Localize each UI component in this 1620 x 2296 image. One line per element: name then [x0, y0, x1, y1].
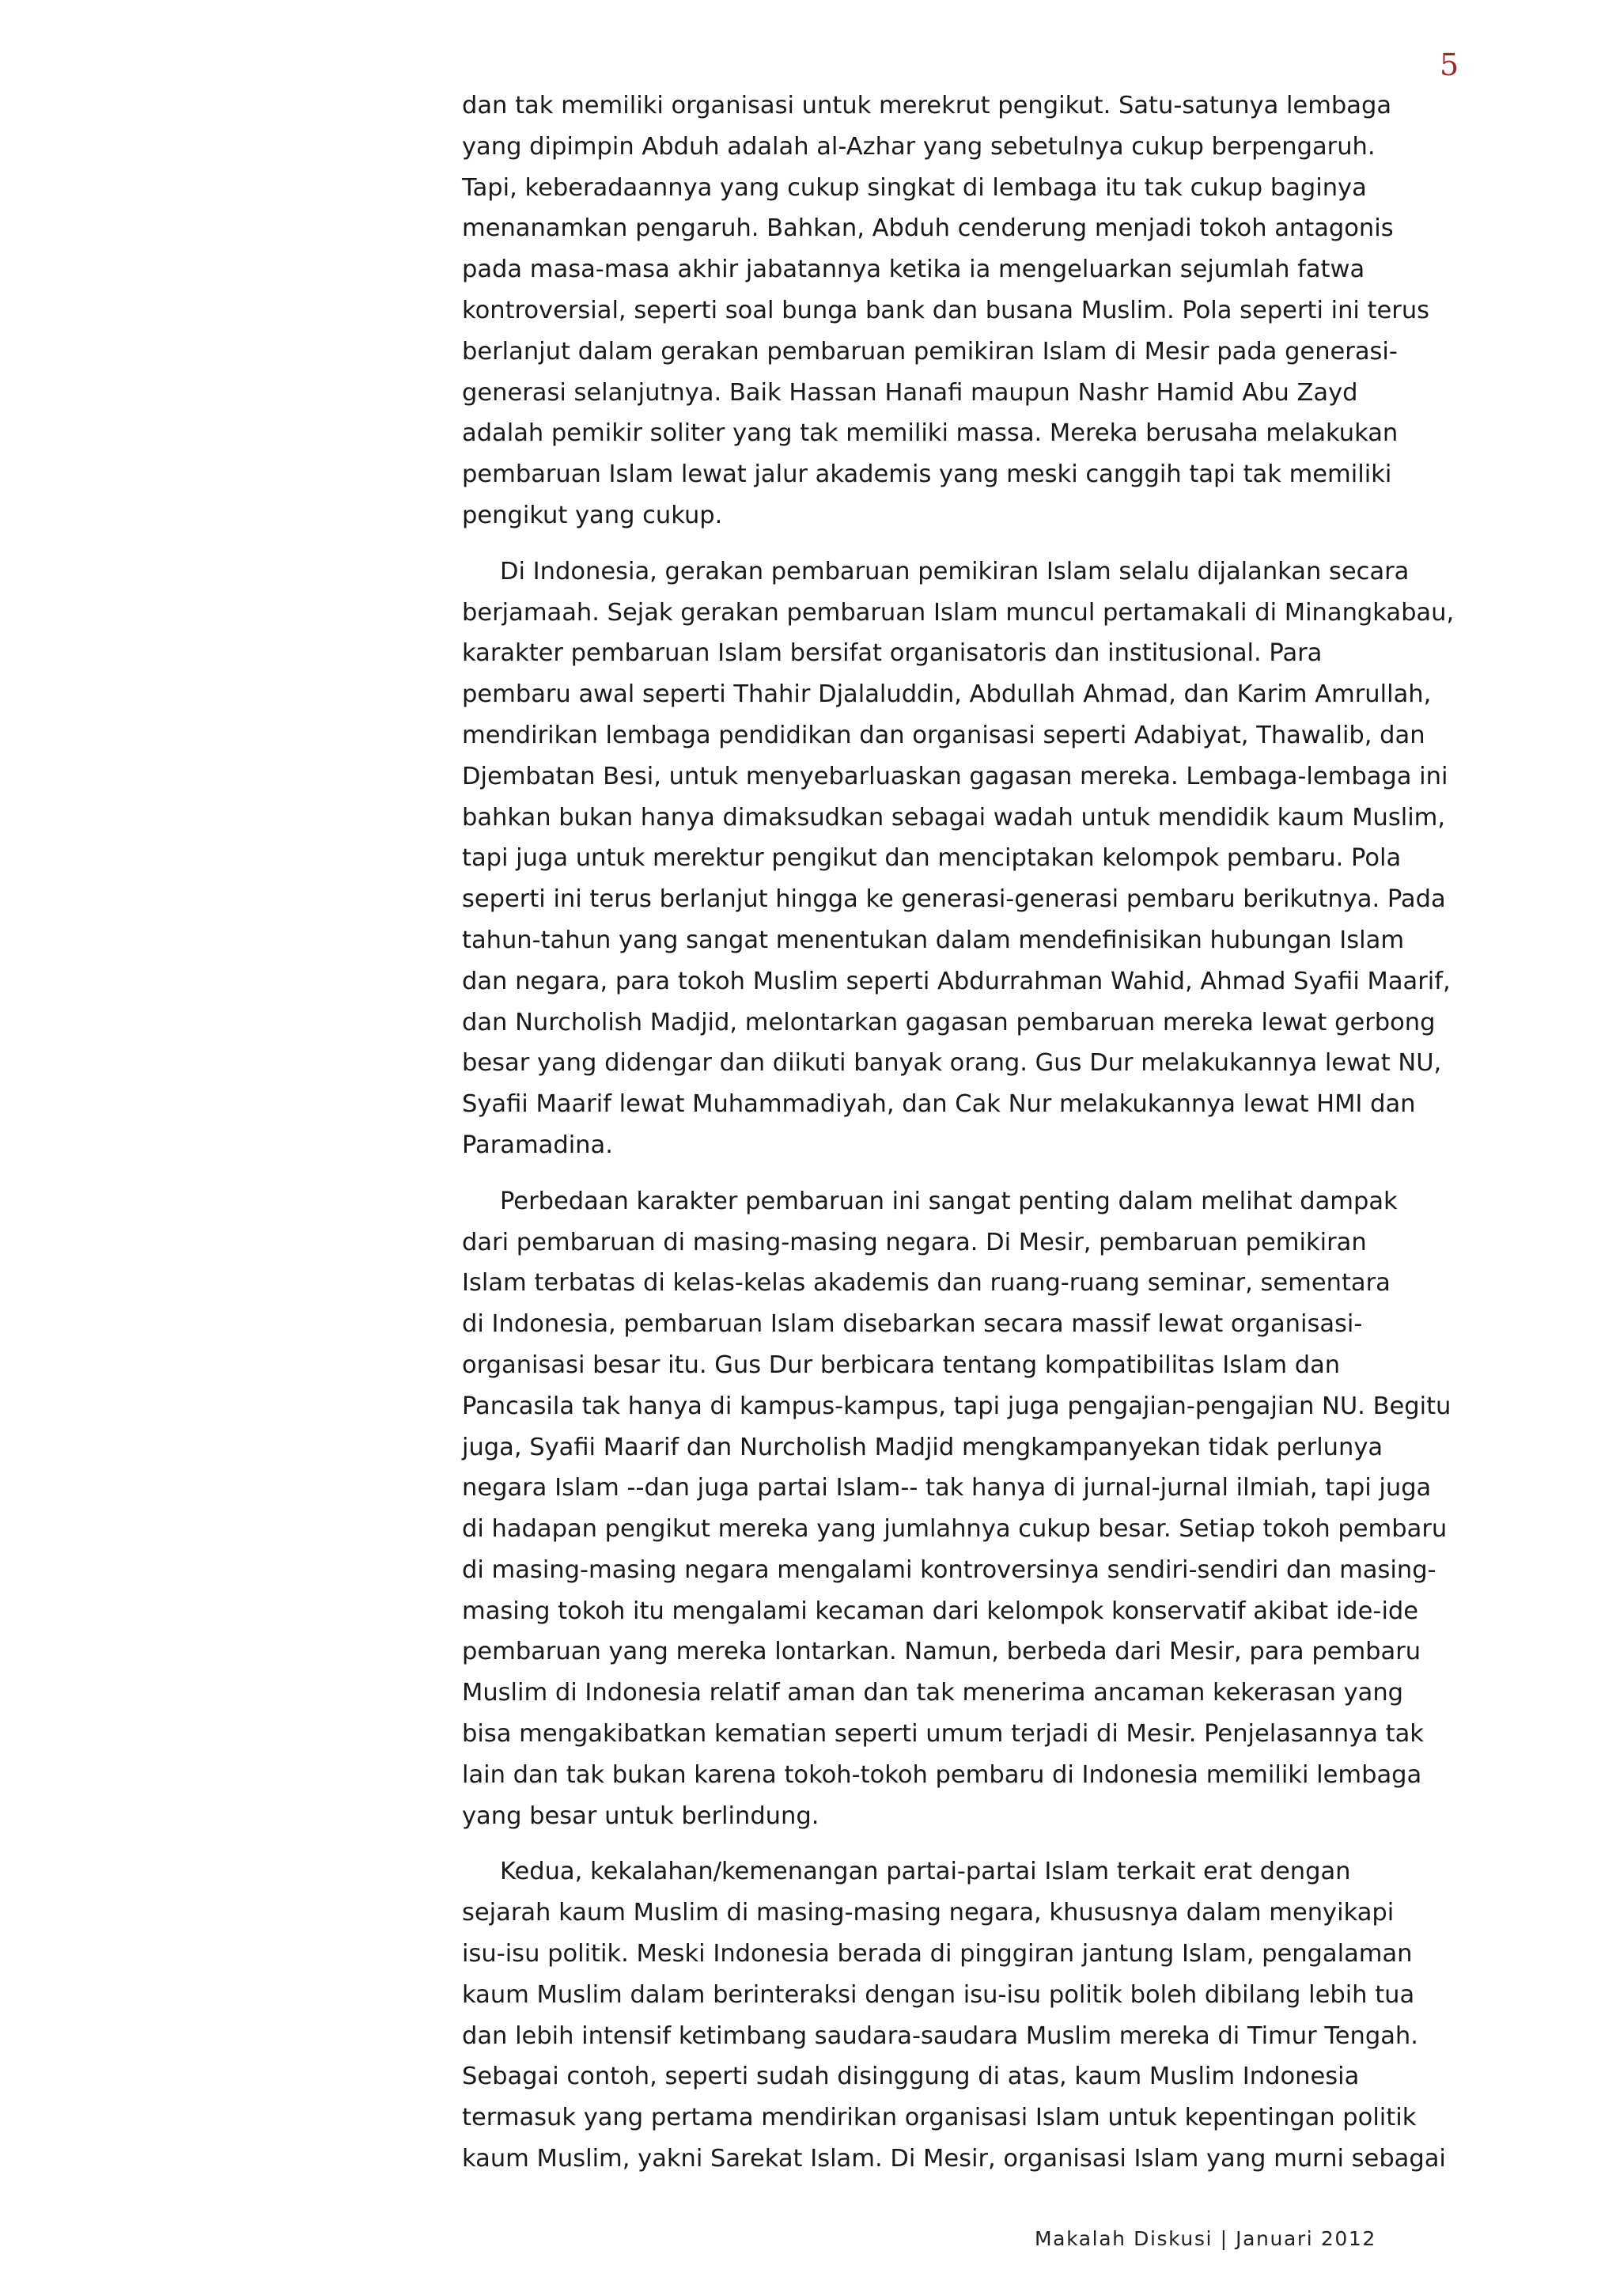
text-line: dan lebih intensif ketimbang saudara-saudara Muslim mereka di Timur Tengah.	[462, 2021, 1418, 2050]
text-line: dari pembaruan di masing-masing negara. Di Mesir, pembaruan pemikiran	[462, 1228, 1367, 1256]
text-line: di hadapan pengikut mereka yang jumlahnya cukup besar. Setiap tokoh pembaru	[462, 1515, 1448, 1544]
text-line: pembaru awal seperti Thahir Djalaluddin, Abdullah Ahmad, dan Karim Amrullah,	[462, 680, 1432, 709]
text-line: juga, Syafii Maarif dan Nurcholish Madjid mengkampanyekan tidak perlunya	[462, 1433, 1383, 1461]
text-line: termasuk yang pertama mendirikan organisasi Islam untuk kepentingan politik	[462, 2104, 1417, 2132]
text-line: kaum Muslim dalam berinteraksi dengan isu-isu politik boleh dibilang lebih tua	[462, 1980, 1415, 2009]
text-line: seperti ini terus berlanjut hingga ke generasi-generasi pembaru berikutnya. Pada	[462, 885, 1446, 914]
text-line: bahkan bukan hanya dimaksudkan sebagai wadah untuk mendidik kaum Muslim,	[462, 803, 1446, 832]
text-line: Sebagai contoh, seperti sudah disinggung di atas, kaum Muslim Indonesia	[462, 2063, 1360, 2091]
text-line: Kedua, kekalahan/kemenangan partai-partai Islam terkait erat dengan	[500, 1858, 1351, 1886]
text-line: bisa mengakibatkan kematian seperti umum terjadi di Mesir. Penjelasannya tak	[462, 1720, 1424, 1749]
text-line: tapi juga untuk merektur pengikut dan menciptakan kelompok pembaru. Pola	[462, 844, 1402, 873]
text-line: tahun-tahun yang sangat menentukan dalam mendefinisikan hubungan Islam	[462, 926, 1405, 954]
text-line: Di Indonesia, gerakan pembaruan pemikiran Islam selalu dijalankan secara	[500, 557, 1410, 585]
page-footer: Makalah Diskusi | Januari 2012	[1035, 2227, 1376, 2250]
paragraph-1	[462, 85, 1522, 536]
text-line: lain dan tak bukan karena tokoh-tokoh pembaru di Indonesia memiliki lembaga	[462, 1760, 1422, 1789]
text-line: Paramadina.	[462, 1131, 613, 1159]
text-line: mendirikan lembaga pendidikan dan organisasi seperti Adabiyat, Thawalib, dan	[462, 721, 1425, 749]
paragraph-4	[462, 1851, 1522, 2179]
text-line: pembaruan yang mereka lontarkan. Namun, berbeda dari Mesir, para pembaru	[462, 1638, 1421, 1666]
text-line: dan tak memiliki organisasi untuk merekrut pengikut. Satu-satunya lembaga	[462, 92, 1392, 119]
text-line: Islam terbatas di kelas-kelas akademis dan ruang-ruang seminar, sementara	[462, 1269, 1391, 1298]
text-line: kontroversial, seperti soal bunga bank dan busana Muslim. Pola seperti ini terus	[462, 296, 1430, 324]
paragraph-2	[462, 551, 1522, 1166]
text-line: Perbedaan karakter pembaruan ini sangat penting dalam melihat dampak	[500, 1187, 1398, 1215]
body-text	[462, 85, 1522, 2195]
text-line: generasi selanjutnya. Baik Hassan Hanafi maupun Nashr Hamid Abu Zayd	[462, 378, 1358, 407]
text-line: dan Nurcholish Madjid, melontarkan gagasan pembaruan mereka lewat gerbong	[462, 1008, 1436, 1036]
text-line: masing tokoh itu mengalami kecaman dari kelompok konservatif akibat ide-ide	[462, 1597, 1419, 1625]
text-line: Tapi, keberadaannya yang cukup singkat di lembaga itu tak cukup baginya	[462, 173, 1367, 202]
text-line: Djembatan Besi, untuk menyebarluaskan gagasan mereka. Lembaga-lembaga ini	[462, 762, 1448, 790]
text-line: di masing-masing negara mengalami kontroversinya sendiri-sendiri dan masing-	[462, 1555, 1436, 1584]
text-line: yang besar untuk berlindung.	[462, 1802, 819, 1830]
text-line: pengikut yang cukup.	[462, 501, 723, 529]
text-line: sejarah kaum Muslim di masing-masing negara, khususnya dalam menyikapi	[462, 1899, 1395, 1927]
text-line: Syafii Maarif lewat Muhammadiyah, dan Cak Nur melakukannya lewat HMI dan	[462, 1090, 1416, 1119]
text-line: Pancasila tak hanya di kampus-kampus, tapi juga pengajian-pengajian NU. Begitu	[462, 1392, 1452, 1420]
text-line: pembaruan Islam lewat jalur akademis yang meski canggih tapi tak memiliki	[462, 460, 1392, 489]
text-line: adalah pemikir soliter yang tak memiliki massa. Mereka berusaha melakukan	[462, 419, 1399, 448]
text-line: Muslim di Indonesia relatif aman dan tak menerima ancaman kekerasan yang	[462, 1679, 1404, 1707]
text-line: dan negara, para tokoh Muslim seperti Abdurrahman Wahid, Ahmad Syafii Maarif,	[462, 967, 1451, 995]
text-line: menanamkan pengaruh. Bahkan, Abduh cenderung menjadi tokoh antagonis	[462, 214, 1394, 243]
text-line: kaum Muslim, yakni Sarekat Islam. Di Mesir, organisasi Islam yang murni sebagai	[462, 2145, 1446, 2173]
text-line: berlanjut dalam gerakan pembaruan pemikiran Islam di Mesir pada generasi-	[462, 337, 1398, 366]
text-line: isu-isu politik. Meski Indonesia berada di pinggiran jantung Islam, pengalaman	[462, 1940, 1413, 1968]
page-number: 5	[1440, 47, 1459, 82]
text-line: karakter pembaruan Islam bersifat organisatoris dan institusional. Para	[462, 639, 1323, 668]
text-line: di Indonesia, pembaruan Islam disebarkan secara massif lewat organisasi-	[462, 1310, 1363, 1339]
text-line: pada masa-masa akhir jabatannya ketika ia mengeluarkan sejumlah fatwa	[462, 256, 1365, 284]
text-line: negara Islam --dan juga partai Islam-- tak hanya di jurnal-jurnal ilmiah, tapi juga	[462, 1474, 1432, 1502]
text-line: yang dipimpin Abduh adalah al-Azhar yang sebetulnya cukup berpengaruh.	[462, 132, 1376, 161]
text-line: besar yang didengar dan diikuti banyak orang. Gus Dur melakukannya lewat NU,	[462, 1049, 1442, 1078]
paragraph-3	[462, 1181, 1522, 1837]
text-line: organisasi besar itu. Gus Dur berbicara tentang kompatibilitas Islam dan	[462, 1351, 1341, 1379]
text-line: berjamaah. Sejak gerakan pembaruan Islam muncul pertamakali di Minangkabau,	[462, 598, 1455, 627]
